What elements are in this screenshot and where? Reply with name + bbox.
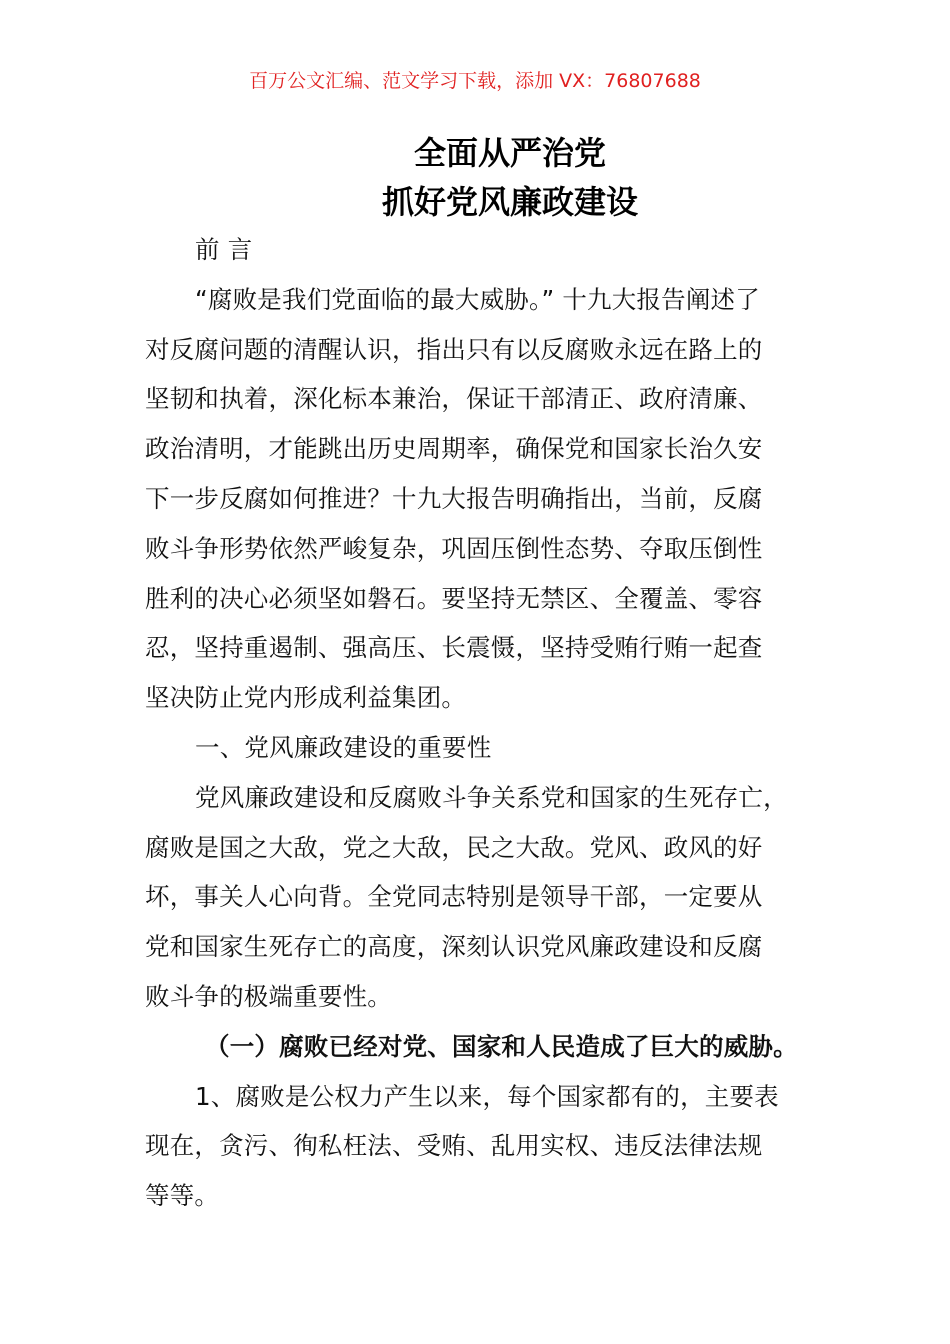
text-line: 坏，事关人心向背。全党同志特别是领导干部，一定要从 xyxy=(145,882,763,912)
text-line: 一、党风廉政建设的重要性 xyxy=(195,732,492,762)
text-line: 忍，坚持重遏制、强高压、长震慑，坚持受贿行贿一起查 xyxy=(145,633,763,663)
text-line: 等等。 xyxy=(145,1181,220,1211)
text-line: “腐败是我们党面临的最大威胁。” 十九大报告阐述了 xyxy=(195,284,760,314)
text-line: 政治清明，才能跳出历史周期率，确保党和国家长治久安 xyxy=(145,434,763,464)
text-line: 现在，贪污、徇私枉法、受贿、乱用实权、违反法律法规 xyxy=(145,1131,763,1161)
text-line: 下一步反腐如何推进？十九大报告明确指出，当前，反腐 xyxy=(145,483,763,513)
text-line: 1、腐败是公权力产生以来，每个国家都有的，主要表 xyxy=(195,1081,779,1111)
text-line: 坚韧和执着，深化标本兼治，保证干部清正、政府清廉、 xyxy=(145,384,763,414)
document-title-line-2: 抓好党风廉政建设 xyxy=(381,183,638,221)
text-line: 败斗争的极端重要性。 xyxy=(145,981,392,1011)
document-body xyxy=(145,225,845,1221)
text-line: 党风廉政建设和反腐败斗争关系党和国家的生死存亡， xyxy=(195,782,788,812)
watermark-banner: 百万公文汇编、范文学习下载，添加 VX：76807688 xyxy=(249,70,701,92)
text-line: 胜利的决心必须坚如磐石。要坚持无禁区、全覆盖、零容 xyxy=(145,583,763,613)
section-subheading: （一）腐败已经对党、国家和人民造成了巨大的威胁。 xyxy=(205,1031,798,1061)
text-line: 腐败是国之大敌，党之大敌，民之大敌。党风、政风的好 xyxy=(145,832,763,862)
text-line: 坚决防止党内形成利益集团。 xyxy=(145,683,467,713)
document-title-line-1: 全面从严治党 xyxy=(413,134,606,172)
text-line: 前 言 xyxy=(195,235,253,264)
text-line: 败斗争形势依然严峻复杂，巩固压倒性态势、夺取压倒性 xyxy=(145,533,763,563)
text-line: 对反腐问题的清醒认识，指出只有以反腐败永远在路上的 xyxy=(145,334,763,364)
text-line: 党和国家生死存亡的高度，深刻认识党风廉政建设和反腐 xyxy=(145,932,763,962)
